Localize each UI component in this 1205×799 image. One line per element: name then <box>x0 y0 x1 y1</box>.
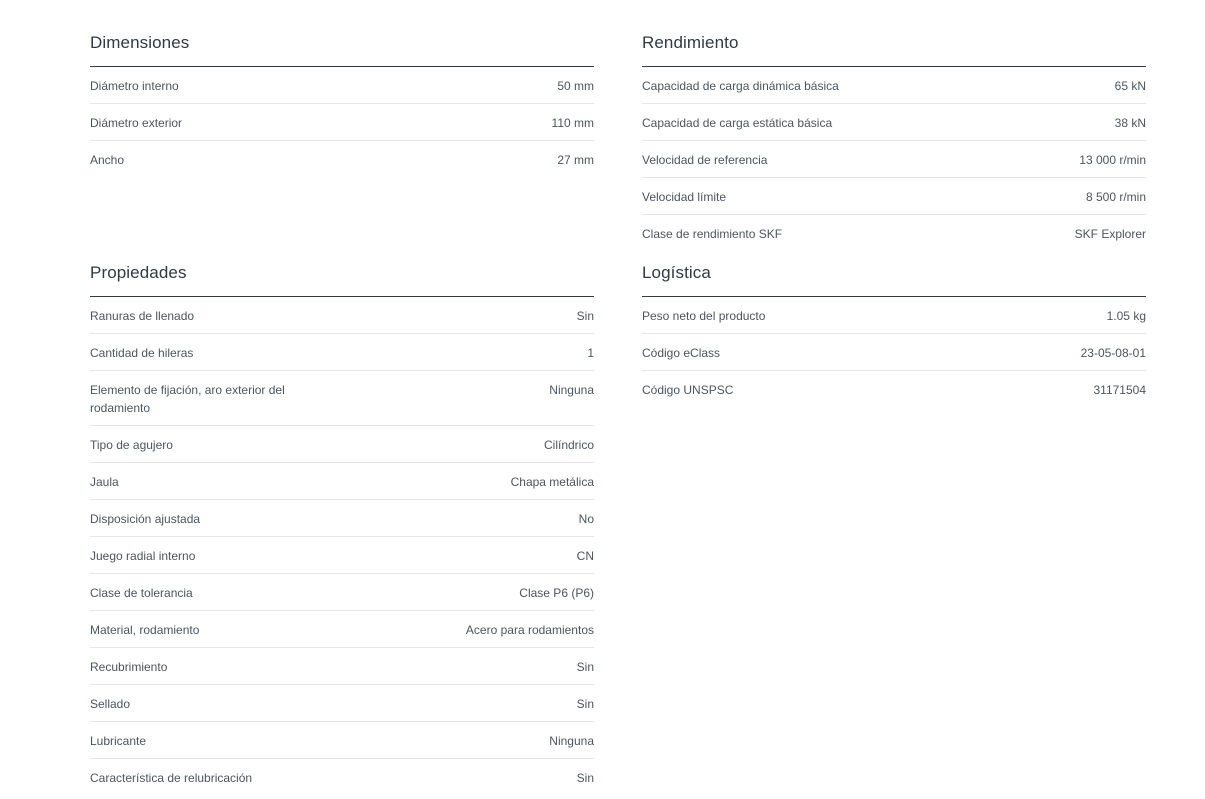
spec-row <box>90 334 594 371</box>
spec-label: Capacidad de carga dinámica básica <box>642 79 839 93</box>
spec-row <box>90 426 594 463</box>
spec-value: No <box>578 512 594 526</box>
spec-row <box>90 104 594 141</box>
spec-value: 38 kN <box>1114 116 1146 130</box>
spec-list <box>90 67 594 177</box>
spec-label: Sellado <box>90 697 131 711</box>
section-title: Dimensiones <box>90 30 594 67</box>
section-title: Rendimiento <box>642 30 1146 67</box>
spec-value: Sin <box>576 697 594 711</box>
spec-row <box>90 685 594 722</box>
spec-value: 13 000 r/min <box>1079 153 1146 167</box>
spec-label: Diámetro exterior <box>90 116 183 130</box>
spec-row <box>642 297 1146 334</box>
spec-row <box>90 722 594 759</box>
spec-label: Juego radial interno <box>90 549 196 563</box>
spec-value: Acero para rodamientos <box>465 623 594 637</box>
spec-label: Capacidad de carga estática básica <box>642 116 833 130</box>
spec-label: Tipo de agujero <box>90 438 173 452</box>
spec-label: Velocidad de referencia <box>642 153 768 167</box>
spec-value: 27 mm <box>557 153 594 167</box>
spec-label: Diámetro interno <box>90 79 179 93</box>
spec-row <box>642 67 1146 104</box>
spec-value: Sin <box>576 309 594 323</box>
spec-value: 50 mm <box>557 79 594 93</box>
spec-label: Jaula <box>90 475 119 489</box>
spec-label: Material, rodamiento <box>90 623 200 637</box>
spec-row <box>90 371 594 426</box>
spec-row <box>90 67 594 104</box>
spec-label: Lubricante <box>90 734 147 748</box>
spec-label: Disposición ajustada <box>90 512 201 526</box>
section-title: Logística <box>642 260 1146 297</box>
spec-row <box>642 141 1146 178</box>
spec-value: 31171504 <box>1093 383 1146 397</box>
spec-value: 1.05 kg <box>1106 309 1146 323</box>
propiedades-section <box>90 260 594 795</box>
spec-label: Elemento de fijación, aro exterior del rodamiento <box>90 383 285 415</box>
spec-value: CN <box>576 549 594 563</box>
spec-row <box>642 215 1146 251</box>
spec-list <box>90 297 594 795</box>
spec-row <box>642 178 1146 215</box>
spec-row <box>642 104 1146 141</box>
spec-value: 110 mm <box>551 116 594 130</box>
spec-label: Característica de relubricación <box>90 771 253 785</box>
spec-value: 1 <box>587 346 594 360</box>
spec-row <box>90 574 594 611</box>
spec-value: Sin <box>576 660 594 674</box>
spec-label: Velocidad límite <box>642 190 727 204</box>
spec-label: Clase de rendimiento SKF <box>642 227 783 241</box>
dimensiones-section <box>90 30 594 177</box>
spec-row <box>90 759 594 795</box>
spec-value: Ninguna <box>549 734 594 748</box>
rendimiento-section <box>642 30 1146 251</box>
spec-row <box>90 297 594 334</box>
spec-row <box>90 463 594 500</box>
spec-label: Código UNSPSC <box>642 383 734 397</box>
spec-row <box>90 141 594 177</box>
spec-list <box>642 67 1146 251</box>
spec-label: Código eClass <box>642 346 721 360</box>
spec-value: Cilíndrico <box>543 438 594 452</box>
spec-row <box>90 648 594 685</box>
spec-label: Peso neto del producto <box>642 309 766 323</box>
spec-value: SKF Explorer <box>1074 227 1146 241</box>
spec-value: 65 kN <box>1114 79 1146 93</box>
spec-label: Ranuras de llenado <box>90 309 195 323</box>
logistica-section <box>642 260 1146 407</box>
spec-row <box>90 611 594 648</box>
spec-value: 23-05-08-01 <box>1080 346 1146 360</box>
spec-row <box>90 500 594 537</box>
spec-list <box>642 297 1146 407</box>
spec-row <box>642 371 1146 407</box>
spec-label: Clase de tolerancia <box>90 586 193 600</box>
spec-value: 8 500 r/min <box>1085 190 1146 204</box>
spec-value: Ninguna <box>549 383 594 397</box>
spec-row <box>642 334 1146 371</box>
spec-label: Recubrimiento <box>90 660 168 674</box>
spec-label: Cantidad de hileras <box>90 346 194 360</box>
spec-value: Sin <box>576 771 594 785</box>
spec-label: Ancho <box>90 153 125 167</box>
section-title: Propiedades <box>90 260 594 297</box>
spec-row <box>90 537 594 574</box>
spec-value: Chapa metálica <box>510 475 594 489</box>
spec-value: Clase P6 (P6) <box>519 586 594 600</box>
